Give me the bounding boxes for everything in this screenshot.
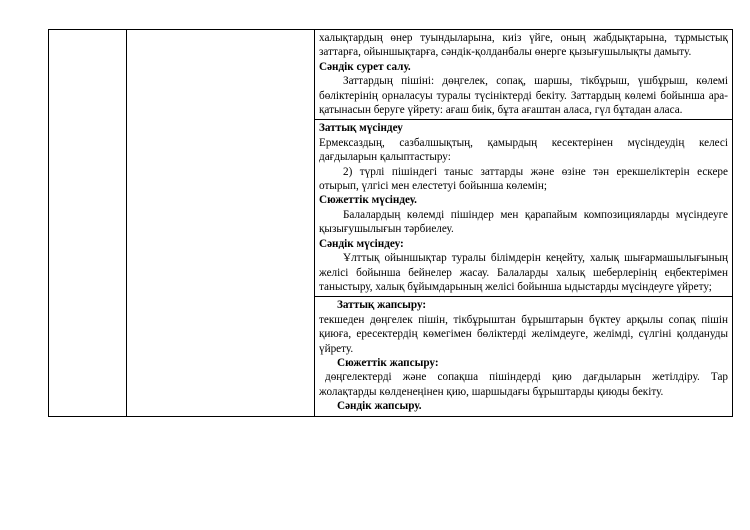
paragraph-folk-art-interest: халықтардың өнер туындыларына, киіз үйге, оның жабдықтарына, тұрмыстық заттарға, ойыншықтарға, сәндік-қолданбалы өнерге қызығушылықты дамыту.	[319, 32, 728, 59]
empty-cell-col2	[127, 30, 315, 417]
empty-cell-col1	[49, 30, 127, 417]
paragraph-plot-applique: дөңгелектерді және сопақша пішіндерді қию дағдыларын жетілдіру. Тар жолақтарды көлденеңінен қию, шаршыдағы бұрыштарды қиюды бекіту.	[319, 371, 728, 398]
heading-object-modeling: Заттық мүсіндеу	[319, 122, 403, 135]
content-cell-modeling	[315, 120, 733, 297]
paragraph-national-toys: Ұлттық ойыншықтар туралы білімдерін кеңейту, халық шығармашылығының желісі бойынша бейнелер жасау. Балаларды халық шеберлерінің еңбектерімен таныстыру, халық бұйымдарының желісі бойынша ыдыстарды мүсіндеуге үйрету;	[319, 252, 728, 293]
content-cell-applique	[315, 297, 733, 416]
paragraph-object-applique: текшеден дөңгелек пішін, тікбұрыштан бұрыштарын бүктеу арқылы сопақ пішін қиюға, ересектердің көмегімен бөліктерді желімдеуге, желімді, сүлгіні қолдануды үйрету.	[319, 313, 728, 355]
heading-decorative-drawing: Сәндік сурет салу.	[319, 60, 411, 73]
heading-decorative-applique: Сәндік жапсыру.	[337, 400, 422, 413]
curriculum-table	[48, 29, 733, 417]
paragraph-modeling-item-2: 2) түрлі пішіндегі таныс заттарды және өзіне тән ерекшеліктерін ескере отырып, үлгісі мен елестетуі бойынша көлемін;	[319, 165, 728, 193]
heading-object-applique: Заттық жапсыру:	[337, 299, 427, 312]
heading-plot-applique: Сюжеттік жапсыру:	[337, 356, 439, 369]
heading-decorative-modeling: Сәндік мүсіндеу:	[319, 237, 404, 250]
table-row	[49, 30, 733, 120]
paragraph-plot-modeling: Балалардың көлемді пішіндер мен қарапайым композицияларды мүсіндеуге қызығушылығын тәрбиелеу.	[319, 208, 728, 236]
paragraph-modeling-skills: Ермексаздың, сазбалшықтың, қамырдың кесектерінен мүсіндеудің келесі дағдыларын қалыптастыру:	[319, 136, 728, 164]
heading-plot-modeling: Сюжеттік мүсіндеу.	[319, 194, 417, 207]
content-cell-decorative-drawing	[315, 30, 733, 120]
paragraph-object-shapes: Заттардың пішіні: дөңгелек, сопақ, шаршы, тікбұрыш, үшбұрыш, көлемі бөліктерінің орналасуы туралы түсініктерді бекіту. Заттардың көлемі бойынша ара-қатынасын беруге үйрету: ағаш биік, бұта ағаштан аласа, гүл бұтадан аласа.	[319, 75, 728, 117]
